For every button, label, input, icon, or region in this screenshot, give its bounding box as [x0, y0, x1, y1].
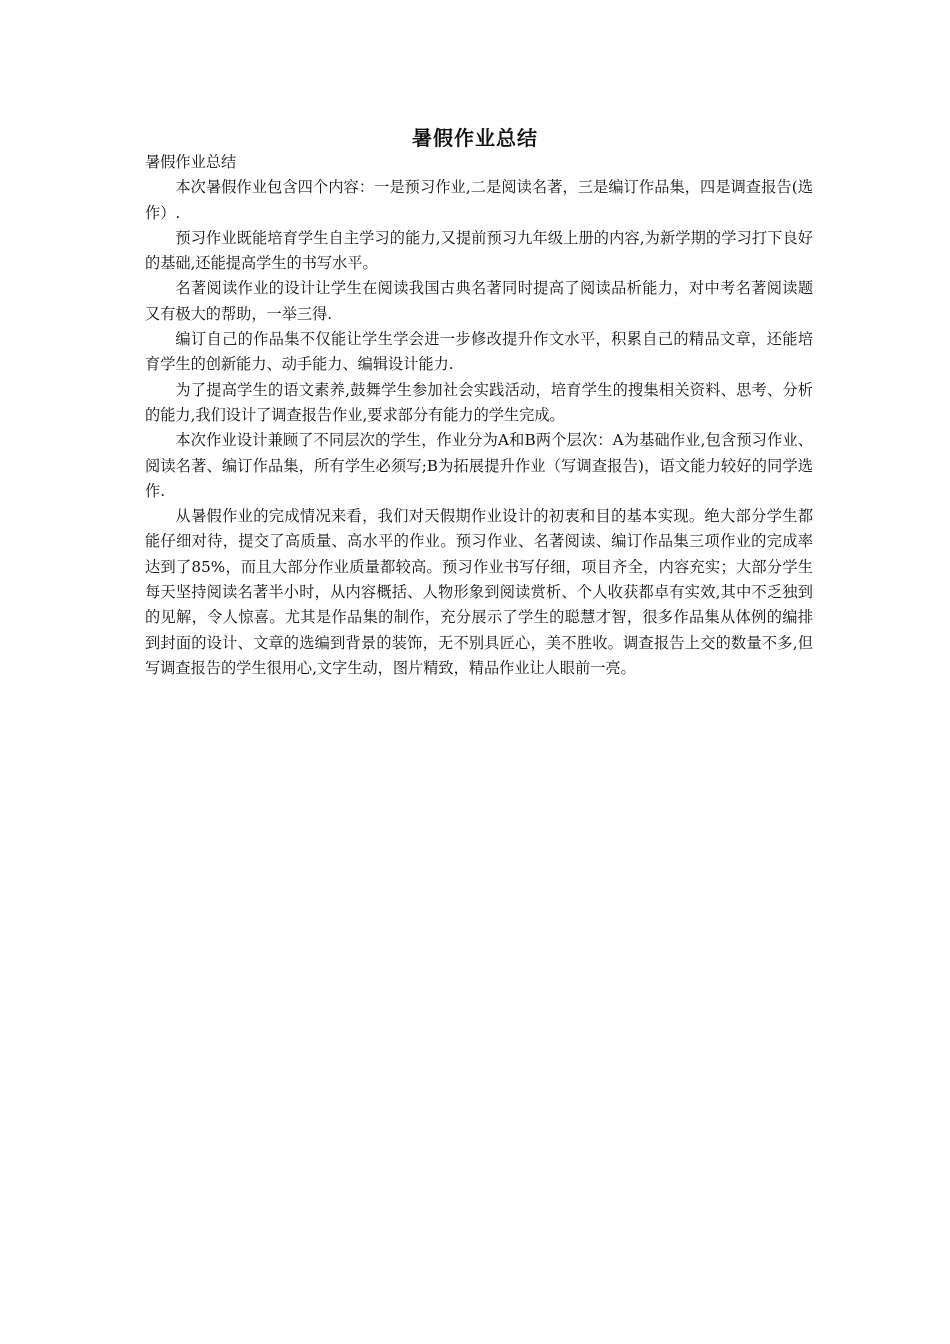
paragraph-overview: 本次暑假作业包含四个内容：一是预习作业,二是阅读名著，三是编订作品集，四是调查报告(选作）. — [145, 178, 813, 222]
paragraph-completion: 从暑假作业的完成情况来看，我们对天假期作业设计的初衷和目的基本实现。绝大部分学生都能仔细对待，提交了高质量、高水平的作业。预习作业、名著阅读、编订作品集三项作业的完成率达到了85%，而且大部分作业质量都较高。预习作业书写仔细，项目齐全，内容充实；大部分学生每天坚持阅读名著半小时，从内容概括、人物形象到阅读赏析、个人收获都卓有实效,其中不乏独到的见解，令人惊喜。尤其是作品集的制作，充分展示了学生的聪慧才智，很多作品集从体例的编排到封面的设计、文章的选编到背景的装饰，无不别具匠心，美不胜收。调查报告上交的数量不多,但写调查报告的学生很用心,文字生动，图片精致，精品作业让人眼前一亮。 — [145, 507, 813, 677]
paragraph-classics-reading: 名著阅读作业的设计让学生在阅读我国古典名著同时提高了阅读品析能力，对中考名著阅读题又有极大的帮助，一举三得. — [145, 279, 813, 323]
document-body — [145, 150, 813, 681]
paragraph-survey-report: 为了提高学生的语文素养,鼓舞学生参加社会实践活动，培育学生的搜集相关资料、思考、分析的能力,我们设计了调查报告作业,要求部分有能力的学生完成。 — [145, 380, 813, 424]
document-title: 暑假作业总结 — [412, 126, 538, 150]
paragraph-portfolio: 编订自己的作品集不仅能让学生学会进一步修改提升作文水平，积累自己的精品文章，还能培育学生的创新能力、动手能力、编辑设计能力. — [145, 330, 813, 374]
paragraph-preview-homework: 预习作业既能培育学生自主学习的能力,又提前预习九年级上册的内容,为新学期的学习打下良好的基础,还能提高学生的书写水平。 — [145, 228, 813, 273]
paragraph-levels: 本次作业设计兼顾了不同层次的学生，作业分为A和B两个层次：A为基础作业,包含预习作业、阅读名著、编订作品集，所有学生必须写;B为拓展提升作业（写调查报告)，语文能力较好的同学选作. — [145, 431, 813, 500]
document-subtitle: 暑假作业总结 — [145, 153, 237, 171]
